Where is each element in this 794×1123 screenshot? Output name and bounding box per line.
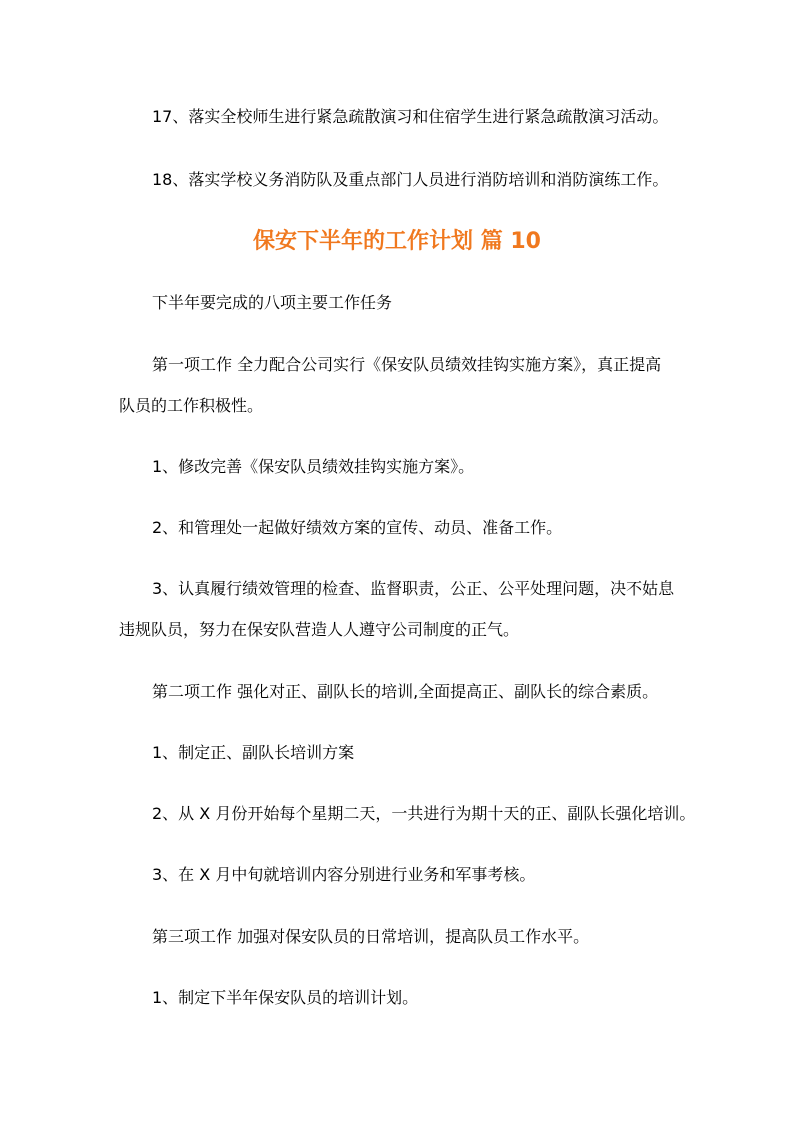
- task2-item-1: 1、制定正、副队长培训方案: [152, 743, 355, 762]
- task1-heading-line1: 第一项工作 全力配合公司实行《保安队员绩效挂钩实施方案》，真正提高: [152, 355, 662, 374]
- task1-item-2: 2、和管理处一起做好绩效方案的宣传、动员、准备工作。: [152, 518, 563, 537]
- task2-heading: 第二项工作 强化对正、副队长的培训,全面提高正、副队长的综合素质。: [152, 682, 659, 701]
- task1-item-3-line2: 违规队员，努力在保安队营造人人遵守公司制度的正气。: [119, 620, 520, 639]
- task1-item-3-line1: 3、认真履行绩效管理的检查、监督职责，公正、公平处理问题，决不姑息: [152, 579, 675, 598]
- intro-paragraph: 下半年要完成的八项主要工作任务: [152, 293, 393, 312]
- task2-item-2: 2、从 X 月份开始每个星期二天，一共进行为期十天的正、副队长强化培训。: [152, 804, 696, 823]
- section-title: 保安下半年的工作计划 篇 10: [253, 229, 541, 254]
- paragraph-item-18: 18、落实学校义务消防队及重点部门人员进行消防培训和消防演练工作。: [152, 170, 669, 189]
- task1-heading-line2: 队员的工作积极性。: [119, 396, 264, 415]
- task2-item-3: 3、在 X 月中旬就培训内容分别进行业务和军事考核。: [152, 865, 536, 884]
- paragraph-item-17: 17、落实全校师生进行紧急疏散演习和住宿学生进行紧急疏散演习活动。: [152, 107, 669, 126]
- task3-item-1: 1、制定下半年保安队员的培训计划。: [152, 988, 419, 1007]
- task3-heading: 第三项工作 加强对保安队员的日常培训，提高队员工作水平。: [152, 927, 590, 946]
- task1-item-1: 1、修改完善《保安队员绩效挂钩实施方案》。: [152, 457, 475, 476]
